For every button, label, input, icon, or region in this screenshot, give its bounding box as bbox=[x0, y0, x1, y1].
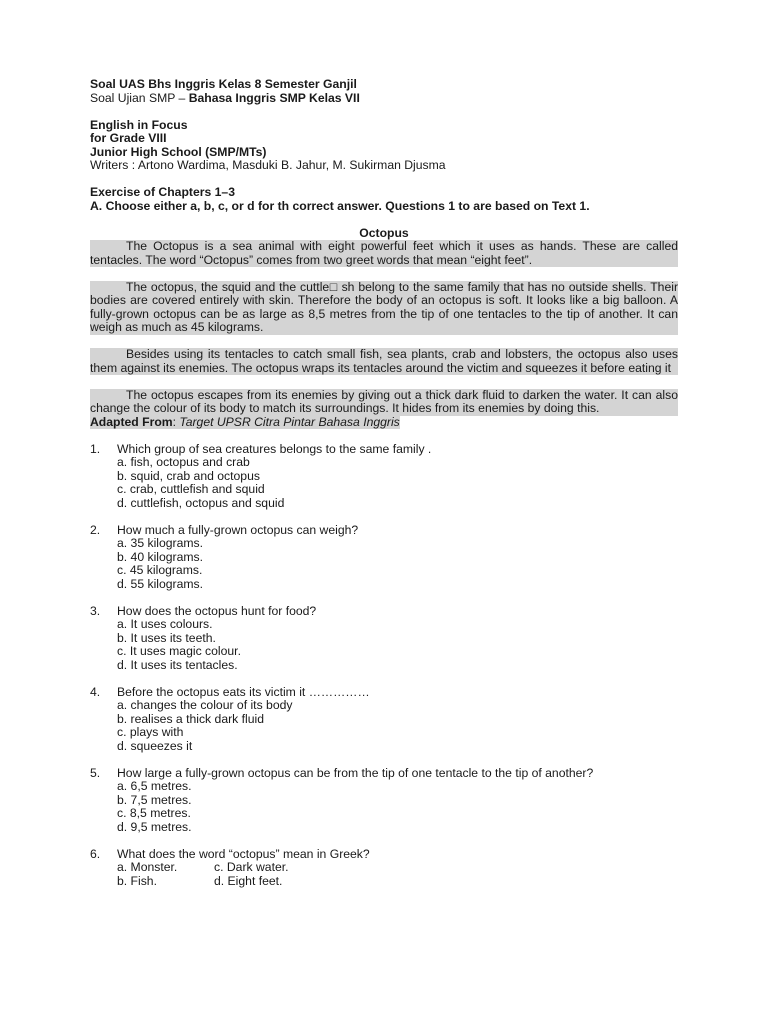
option-b: b. squid, crab and octopus bbox=[117, 468, 260, 483]
option-a: a. 6,5 metres. bbox=[117, 779, 192, 793]
question-stem bbox=[90, 848, 678, 862]
question-6 bbox=[90, 848, 678, 889]
paragraph-1 bbox=[90, 240, 678, 267]
question-number: 3. bbox=[90, 603, 101, 618]
option-row-2 bbox=[90, 875, 678, 889]
adapted-source: Target UPSR Citra Pintar Bahasa Inggris bbox=[179, 414, 400, 429]
question-number: 4. bbox=[90, 684, 101, 699]
adapted-from bbox=[90, 416, 400, 430]
question-number: 2. bbox=[90, 522, 101, 537]
option-b: b. realises a thick dark fluid bbox=[117, 711, 264, 726]
option-row-1 bbox=[90, 861, 678, 875]
option-b: b. 7,5 metres. bbox=[117, 792, 192, 807]
header-subtitle bbox=[90, 92, 678, 106]
paragraph-1-text: The Octopus is a sea animal with eight powerful feet which it uses as hands. These are called tentacles. The word “Octopus” comes from two greet words that mean “eight feet”. bbox=[90, 239, 678, 267]
option-d: d. 9,5 metres. bbox=[117, 819, 192, 834]
question-text: How much a fully-grown octopus can weigh? bbox=[117, 522, 359, 537]
paragraph-4-text: The octopus escapes from its enemies by giving out a thick dark fluid to darken the water. It can also change the colour of its body to match its surroundings. It hides from its enemies by doing this. bbox=[90, 387, 678, 415]
question-stem bbox=[90, 605, 678, 619]
option-c: c. crab, cuttlefish and squid bbox=[117, 482, 265, 496]
option-a: a. 35 kilograms. bbox=[117, 536, 204, 550]
header-title: Soal UAS Bhs Inggris Kelas 8 Semester Ganjil bbox=[90, 77, 357, 91]
question-number: 5. bbox=[90, 765, 101, 780]
question-5 bbox=[90, 767, 678, 835]
exercise-heading: Exercise of Chapters 1–3 bbox=[90, 185, 235, 199]
option-a: a. changes the colour of its body bbox=[117, 698, 293, 712]
option-b: b. Fish. bbox=[117, 873, 157, 888]
paragraph-2 bbox=[90, 281, 678, 335]
option-c: c. plays with bbox=[117, 725, 184, 739]
option-d: d. 55 kilograms. bbox=[117, 576, 204, 591]
question-3 bbox=[90, 605, 678, 673]
question-text: How large a fully-grown octopus can be from the tip of one tentacle to the tip of another? bbox=[117, 765, 594, 780]
header-subtitle-prefix: Soal Ujian SMP – bbox=[90, 90, 189, 105]
question-text: Which group of sea creatures belongs to the same family . bbox=[117, 441, 432, 456]
text-title: Octopus bbox=[359, 225, 409, 240]
option-c: c. Dark water. bbox=[214, 860, 289, 874]
question-4 bbox=[90, 686, 678, 754]
adapted-sep: : bbox=[172, 414, 180, 429]
option-b: b. It uses its teeth. bbox=[117, 630, 216, 645]
paragraph-3 bbox=[90, 348, 678, 375]
option-d: d. It uses its tentacles. bbox=[117, 657, 238, 672]
option-a: a. Monster. bbox=[117, 860, 178, 874]
paragraph-2-text: The octopus, the squid and the cuttle□ sh belong to the same family that has no outside shells. Their bodies are covered entirely with skin. Therefore the body of an octopus is soft. It looks like a big balloon. A fully-grown octopus can be as large as 8,5 metres from the tip of one tentacles to the tip of another. It can weigh as much as 45 kilograms. bbox=[90, 279, 678, 334]
paragraph-3-text: Besides using its tentacles to catch small fish, sea plants, crab and lobsters, the octopus also uses them against its enemies. The octopus wraps its tentacles around the victim and squeezes it before eating it bbox=[90, 347, 678, 375]
question-text: What does the word “octopus” mean in Greek? bbox=[117, 846, 370, 861]
header-subtitle-bold: Bahasa Inggris SMP Kelas VII bbox=[188, 90, 360, 105]
question-text: How does the octopus hunt for food? bbox=[117, 603, 317, 618]
question-stem bbox=[90, 767, 678, 781]
book-title: English in Focus bbox=[90, 117, 188, 132]
question-stem bbox=[90, 686, 678, 700]
option-d: d. Eight feet. bbox=[214, 873, 283, 888]
adapted-label: Adapted From bbox=[90, 414, 173, 429]
question-2 bbox=[90, 524, 678, 592]
question-text: Before the octopus eats its victim it …………… bbox=[117, 684, 370, 699]
option-a: a. It uses colours. bbox=[117, 617, 213, 631]
option-d: d. squeezes it bbox=[117, 738, 193, 753]
book-grade: for Grade VIII bbox=[90, 131, 167, 145]
option-a: a. fish, octopus and crab bbox=[117, 455, 250, 469]
option-c: c. 8,5 metres. bbox=[117, 806, 191, 820]
option-b: b. 40 kilograms. bbox=[117, 549, 204, 564]
question-number: 1. bbox=[90, 441, 101, 456]
paragraph-4 bbox=[90, 389, 678, 416]
option-c: c. It uses magic colour. bbox=[117, 644, 241, 658]
question-stem bbox=[90, 443, 678, 457]
option-c: c. 45 kilograms. bbox=[117, 563, 203, 577]
exercise-instruction: A. Choose either a, b, c, or d for th correct answer. Questions 1 to are based on Text 1. bbox=[90, 198, 590, 213]
question-1 bbox=[90, 443, 678, 511]
option-d: d. cuttlefish, octopus and squid bbox=[117, 495, 285, 510]
book-school: Junior High School (SMP/MTs) bbox=[90, 144, 267, 159]
question-list bbox=[90, 443, 678, 889]
question-stem bbox=[90, 524, 678, 538]
book-writers: Writers : Artono Wardima, Masduki B. Jahur, M. Sukirman Djusma bbox=[90, 158, 446, 172]
document-page bbox=[90, 78, 678, 888]
question-number: 6. bbox=[90, 846, 101, 861]
